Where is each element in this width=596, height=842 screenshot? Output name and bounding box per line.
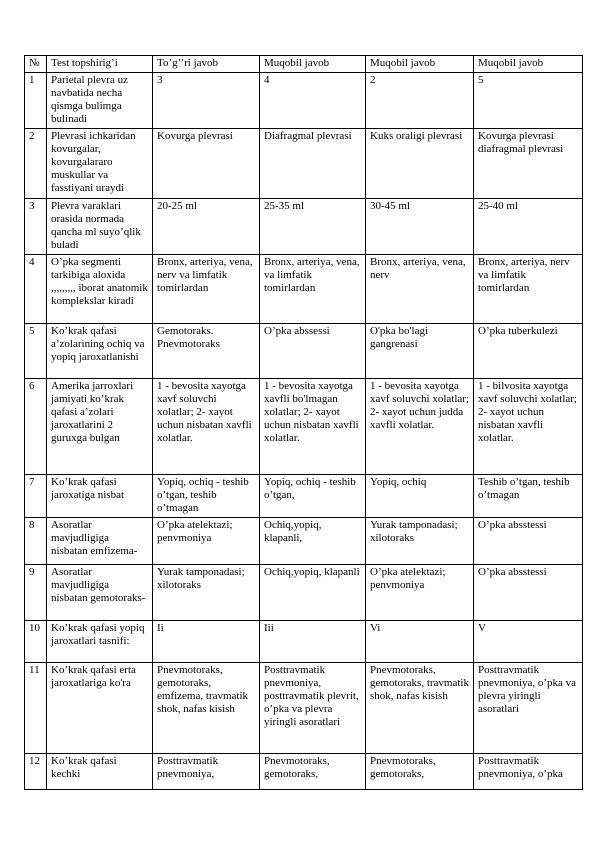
alternative-answer-cell: O’pka absstessi (474, 565, 583, 621)
correct-answer-cell: Kovurga plevrasi (153, 129, 260, 199)
row-number: 1 (25, 73, 47, 129)
alternative-answer-cell: O’pka atelektazi; penvmoniya (366, 565, 474, 621)
question-cell: Ko’krak qafasi kechki (47, 754, 153, 790)
alternative-answer-cell: Bronx, arteriya, vena, va limfatik tomirlardan (260, 255, 366, 324)
question-cell: Asoratlar mavjudligiga nisbatan emfizema- (47, 518, 153, 565)
question-cell: Amerika jarroxlari jamiyati ko’krak qafasi a’zolari jaroxatlarini 2 guruxga bulgan (47, 379, 153, 475)
header-question: Test topshirig’i (47, 56, 153, 73)
alternative-answer-cell: 1 - bevosita xayotga xavf soluvchi xolatlar; 2- xayot uchun judda xavfli xolatlar. (366, 379, 474, 475)
question-cell: Plevrasi ichkaridan kovurgalar, kovurgalararo muskullar va fasstiyani uraydi (47, 129, 153, 199)
row-number: 5 (25, 324, 47, 379)
row-number: 11 (25, 663, 47, 754)
correct-answer-cell: Ii (153, 621, 260, 663)
alternative-answer-cell: Diafragmal plevrasi (260, 129, 366, 199)
alternative-answer-cell: Posttravmatik pnevmoniya, o’pka (474, 754, 583, 790)
alternative-answer-cell: 5 (474, 73, 583, 129)
table-row (25, 754, 583, 790)
alternative-answer-cell: 2 (366, 73, 474, 129)
header-alternative-1: Muqobil javob (260, 56, 366, 73)
alternative-answer-cell: Vi (366, 621, 474, 663)
header-alternative-2: Muqobil javob (366, 56, 474, 73)
alternative-answer-cell: 1 - bilvosita xayotga xavf soluvchi xolatlar; 2- xayot uchun nisbatan xavfli xolatlar. (474, 379, 583, 475)
table-row (25, 663, 583, 754)
alternative-answer-cell: 4 (260, 73, 366, 129)
correct-answer-cell: Yopiq, ochiq - teshib o’tgan, teshib o’tmagan (153, 475, 260, 518)
alternative-answer-cell: 1 - bevosita xayotga xavfli bo'lmagan xolatlar; 2- xayot uchun nisbatan xavfli xolatlar. (260, 379, 366, 475)
alternative-answer-cell: Posttravmatik pnevmoniya, posttravmatik plevrit, o’pka va plevra yiringli asoratlari (260, 663, 366, 754)
row-number: 12 (25, 754, 47, 790)
correct-answer-cell: 20-25 ml (153, 199, 260, 255)
table-row (25, 73, 583, 129)
alternative-answer-cell: O’pka abssessi (260, 324, 366, 379)
correct-answer-cell: O’pka atelektazi; penvmoniya (153, 518, 260, 565)
alternative-answer-cell: Teshib o’tgan, teshib o’tmagan (474, 475, 583, 518)
table-row (25, 475, 583, 518)
question-cell: Ko’krak qafasi a’zolarining ochiq va yopiq jaroxatlanishi (47, 324, 153, 379)
alternative-answer-cell: Pnevmotoraks, gemotoraks, travmatik shok, nafas kisish (366, 663, 474, 754)
table-row (25, 255, 583, 324)
alternative-answer-cell: 25-35 ml (260, 199, 366, 255)
alternative-answer-cell: 30-45 ml (366, 199, 474, 255)
alternative-answer-cell: Ochiq,yopiq, klapanli (260, 565, 366, 621)
row-number: 9 (25, 565, 47, 621)
row-number: 8 (25, 518, 47, 565)
alternative-answer-cell: Pnevmotoraks, gemotoraks, (366, 754, 474, 790)
question-cell: O’pka segmenti tarkibiga aloxida ,,,,,,,,, iborat anatomik komplekslar kiradi (47, 255, 153, 324)
row-number: 3 (25, 199, 47, 255)
question-cell: Ko’krak qafasi yopiq jaroxatlari tasnifi: (47, 621, 153, 663)
question-cell: Plevra varaklari orasida normada qancha ml suyo’qlik buladi (47, 199, 153, 255)
alternative-answer-cell: Pnevmotoraks, gemotoraks, (260, 754, 366, 790)
correct-answer-cell: Pnevmotoraks, gemotoraks, emfizema, travmatik shok, nafas kisish (153, 663, 260, 754)
table-row (25, 518, 583, 565)
table-row (25, 324, 583, 379)
alternative-answer-cell: Kovurga plevrasi diafragmal plevrasi (474, 129, 583, 199)
alternative-answer-cell: Iii (260, 621, 366, 663)
correct-answer-cell: Bronx, arteriya, vena, nerv va limfatik tomirlardan (153, 255, 260, 324)
correct-answer-cell: Gemotoraks. Pnevmotoraks (153, 324, 260, 379)
question-cell: Asoratlar mavjudligiga nisbatan gemotoraks- (47, 565, 153, 621)
table-row (25, 129, 583, 199)
table-row (25, 565, 583, 621)
table-header-row (25, 56, 583, 73)
row-number: 2 (25, 129, 47, 199)
alternative-answer-cell: Ochiq,yopiq, klapanli, (260, 518, 366, 565)
header-alternative-3: Muqobil javob (474, 56, 583, 73)
correct-answer-cell: Posttravmatik pnevmoniya, (153, 754, 260, 790)
row-number: 4 (25, 255, 47, 324)
table-row (25, 621, 583, 663)
alternative-answer-cell: O'pka bo'lagi gangrenasi (366, 324, 474, 379)
alternative-answer-cell: Bronx, arteriya, vena, nerv (366, 255, 474, 324)
alternative-answer-cell: Yopiq, ochiq - teshib o’tgan, (260, 475, 366, 518)
table-row (25, 199, 583, 255)
alternative-answer-cell: Yurak tamponadasi; xilotoraks (366, 518, 474, 565)
alternative-answer-cell: V (474, 621, 583, 663)
table-row (25, 379, 583, 475)
question-cell: Parietal plevra uz navbatida necha qismga bulimga bulinadi (47, 73, 153, 129)
row-number: 6 (25, 379, 47, 475)
alternative-answer-cell: 25-40 ml (474, 199, 583, 255)
question-cell: Ko’krak qafasi erta jaroxatlariga ko'ra (47, 663, 153, 754)
correct-answer-cell: 1 - bevosita xayotga xavf soluvchi xolatlar; 2- xayot uchun nisbatan xavfli xolatlar. (153, 379, 260, 475)
alternative-answer-cell: Bronx, arteriya, nerv va limfatik tomirlardan (474, 255, 583, 324)
row-number: 10 (25, 621, 47, 663)
alternative-answer-cell: Kuks oraligi plevrasi (366, 129, 474, 199)
header-number: № (25, 56, 47, 73)
row-number: 7 (25, 475, 47, 518)
question-cell: Ko’krak qafasi jaroxatiga nisbat (47, 475, 153, 518)
test-table (24, 55, 583, 790)
alternative-answer-cell: Posttravmatik pnevmoniya, o’pka va plevra yiringli asoratlari (474, 663, 583, 754)
correct-answer-cell: Yurak tamponadasi; xilotoraks (153, 565, 260, 621)
header-correct-answer: To’g’’ri javob (153, 56, 260, 73)
correct-answer-cell: 3 (153, 73, 260, 129)
document-page (24, 55, 582, 790)
alternative-answer-cell: O’pka absstessi (474, 518, 583, 565)
alternative-answer-cell: O’pka tuberkulezi (474, 324, 583, 379)
alternative-answer-cell: Yopiq, ochiq (366, 475, 474, 518)
